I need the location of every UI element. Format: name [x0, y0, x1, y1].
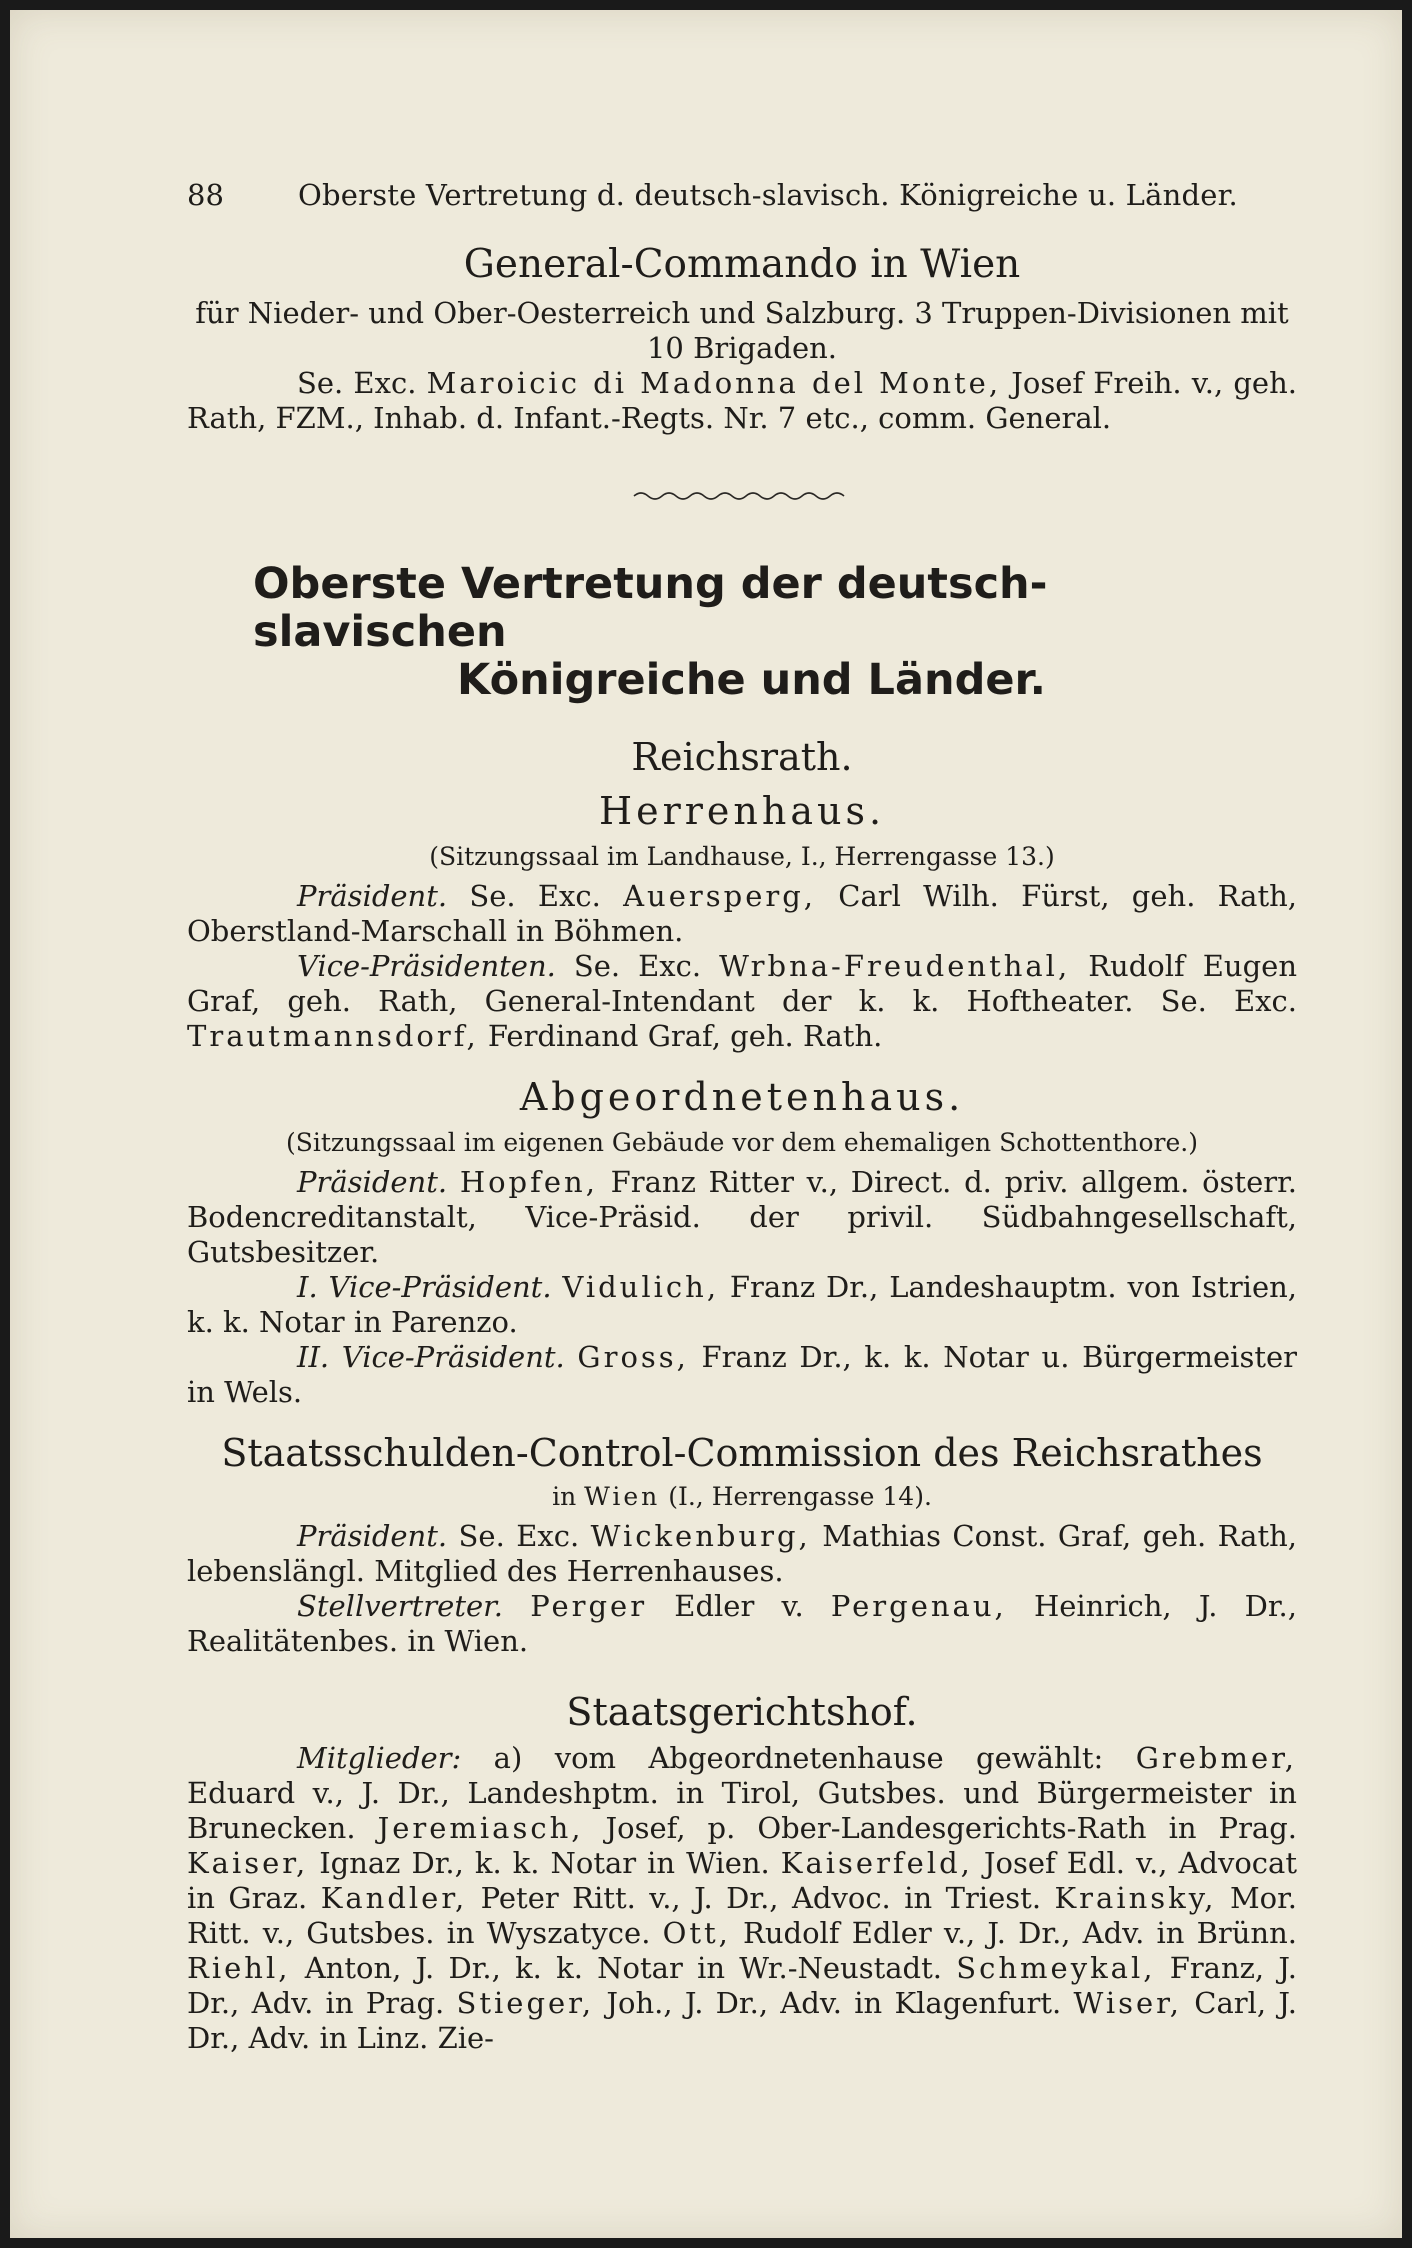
staatsschulden-location: [187, 1480, 1297, 1513]
general-commando-entry: [187, 366, 1297, 436]
running-head: [187, 178, 1297, 212]
herrenhaus-heading: Herrenhaus.: [598, 789, 886, 833]
abgeordnetenhaus-president: [187, 1165, 1297, 1270]
abgeordnetenhaus-vice2: [187, 1340, 1297, 1410]
person-name: Grebmer,: [1135, 1741, 1297, 1775]
person-name: Wiser,: [1073, 1986, 1183, 2020]
entry-text: Rudolf Edler v., J. Dr., Adv. in Brünn.: [730, 1916, 1297, 1950]
person-name: Perger: [530, 1589, 648, 1623]
entry-text: Franz Dr., Landeshauptm. von Istrien, k. k. Notar in Parenzo.: [187, 1270, 1298, 1339]
abgeordnetenhaus-location: (Sitzungssaal im eigenen Gebäude vor dem ehemaligen Schottenthore.): [286, 1128, 1198, 1157]
entry-text: Franz, J. Dr., Adv. in Prag.: [187, 1951, 1297, 2020]
herrenhaus-president: [187, 879, 1297, 949]
entry-text: Ferdinand Graf, geh. Rath.: [478, 1019, 883, 1053]
entry-text: Ignaz Dr., k. k. Notar in Wien.: [308, 1846, 781, 1880]
entry-text: Eduard v., J. Dr., Landeshptm. in Tirol, Gutsbes. und Bürgermeister in Brunecken.: [187, 1776, 1297, 1845]
page-number: 88: [187, 178, 224, 212]
entry-text: Mathias Const. Graf, geh. Rath, lebenslängl. Mitglied des Herrenhauses.: [187, 1519, 1297, 1588]
main-heading-line1: Oberste Vertretung der deutsch-slavischen: [253, 559, 1048, 657]
person-name: Kandler,: [320, 1881, 468, 1915]
person-name: Riehl,: [187, 1951, 291, 1985]
entry-text: Carl Wilh. Fürst, geh. Rath, Oberstland-Marschall in Böhmen.: [187, 879, 1298, 948]
entry-text: Mor. Ritt. v., Gutsbes. in Wyszatyce.: [187, 1881, 1297, 1950]
entry-text: Franz Dr., k. k. Notar u. Bürgermeister in Wels.: [187, 1340, 1298, 1409]
abgeordnetenhaus-heading: Abgeordnetenhaus.: [519, 1075, 965, 1119]
person-name: Maroicic di Madonna del Monte,: [426, 366, 1002, 400]
staatsgerichtshof-members: [187, 1741, 1297, 2056]
herrenhaus-vice-presidents: [187, 949, 1297, 1054]
person-name: Hopfen,: [459, 1165, 598, 1199]
role-label: I. Vice-Präsident.: [297, 1270, 552, 1304]
person-name: Stieger,: [456, 1986, 595, 2020]
person-name: Jeremiasch,: [377, 1811, 584, 1845]
person-name: Kaiserfeld,: [780, 1846, 973, 1880]
entry-text: Anton, J. Dr., k. k. Notar in Wr.-Neustadt.: [290, 1951, 957, 1985]
entry-text: Josef Freih. v., geh. Rath, FZM., Inhab. d. Infant.-Regts. Nr. 7 etc., comm. General.: [187, 366, 1297, 435]
role-label: Präsident.: [297, 879, 448, 913]
person-name: Wrbna-Freudenthal,: [719, 949, 1071, 983]
person-name: Gross,: [577, 1340, 689, 1374]
role-label: Präsident.: [297, 1165, 448, 1199]
staatsgerichtshof-heading: Staatsgerichtshof.: [566, 1690, 918, 1734]
role-label: Vice-Präsidenten.: [297, 949, 556, 983]
herrenhaus-location: (Sitzungssaal im Landhause, I., Herrengasse 13.): [429, 842, 1055, 871]
running-head-title: Oberste Vertretung d. deutsch-slavisch. Königreiche u. Länder.: [298, 178, 1238, 212]
role-label: II. Vice-Präsident.: [297, 1340, 565, 1374]
person-name: Schmeykal,: [956, 1951, 1156, 1985]
staatsschulden-president: [187, 1519, 1297, 1589]
book-page: [10, 10, 1402, 2238]
entry-text: Josef Edl. v., Advocat in Graz.: [187, 1846, 1297, 1915]
entry-text: Se. Exc.: [447, 1519, 591, 1553]
entry-text: Josef, p. Ober-Landesgerichts-Rath in Prag.: [583, 1811, 1297, 1845]
abgeordnetenhaus-vice1: [187, 1270, 1297, 1340]
role-label: Stellvertreter.: [297, 1589, 504, 1623]
entry-text: Peter Ritt. v., J. Dr., Advoc. in Triest.: [467, 1881, 1055, 1915]
reichsrath-heading: Reichsrath.: [631, 735, 853, 779]
person-name: Wickenburg,: [590, 1519, 811, 1553]
general-commando-heading: General-Commando in Wien: [463, 242, 1021, 287]
entry-text: Joh., J. Dr., Adv. in Klagenfurt.: [594, 1986, 1074, 2020]
city-name: Wien: [584, 1482, 661, 1511]
entry-text: Rudolf Eugen Graf, geh. Rath, General-Intendant der k. k. Hoftheater. Se. Exc.: [187, 949, 1298, 1018]
person-name: Vidulich,: [562, 1270, 720, 1304]
main-heading-line2: Königreiche und Länder.: [457, 655, 1046, 705]
person-name: Pergenau,: [830, 1589, 1007, 1623]
entry-text: in: [552, 1482, 585, 1511]
page-content: [187, 178, 1297, 2056]
staatsschulden-heading: Staatsschulden-Control-Commission des Reichsrathes: [221, 1431, 1263, 1475]
entry-text: a) vom Abgeordnetenhause gewählt:: [461, 1741, 1136, 1775]
role-label: Präsident.: [297, 1519, 448, 1553]
entry-text: Franz Ritter v., Direct. d. priv. allgem. österr. Bodencreditanstalt, Vice-Präsid. der privil. Südbahngesellschaft, Gutsbesitzer.: [187, 1165, 1298, 1269]
person-name: Ott,: [662, 1916, 731, 1950]
wavy-divider: [632, 488, 852, 502]
person-name: Kaiser,: [187, 1846, 309, 1880]
role-label: Mitglieder:: [297, 1741, 462, 1775]
person-name: Trautmannsdorf,: [187, 1019, 479, 1053]
entry-text: Carl, J. Dr., Adv. in Linz. Zie-: [187, 1986, 1297, 2055]
entry-text: Heinrich, J. Dr., Realitätenbes. in Wien.: [187, 1589, 1297, 1658]
entry-text: (I., Herrengasse 14).: [660, 1482, 932, 1511]
general-commando-desc: für Nieder- und Ober-Oesterreich und Salzburg. 3 Truppen-Divisionen mit 10 Brigaden.: [195, 296, 1289, 365]
entry-text: Se. Exc.: [297, 366, 427, 400]
entry-text: Se. Exc.: [447, 879, 624, 913]
entry-text: Edler v.: [647, 1589, 831, 1623]
staatsschulden-deputy: [187, 1589, 1297, 1659]
person-name: Krainsky,: [1054, 1881, 1217, 1915]
entry-text: Se. Exc.: [555, 949, 720, 983]
person-name: Auersperg,: [623, 879, 817, 913]
